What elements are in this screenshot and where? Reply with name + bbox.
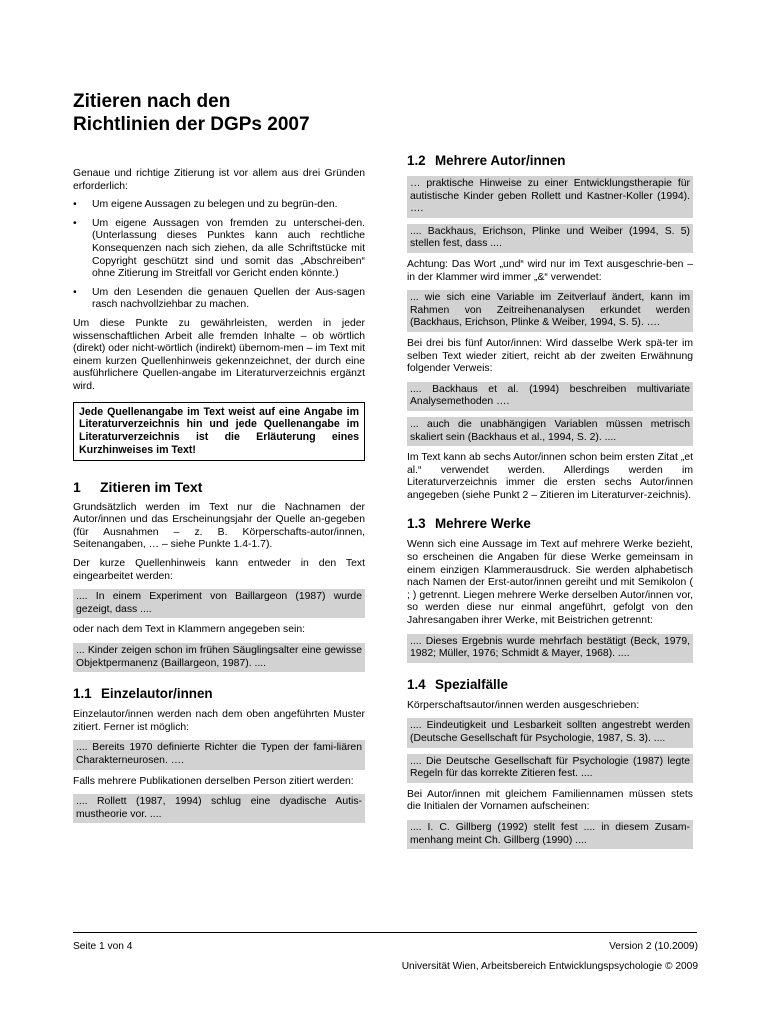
- title-line-2: Richtlinien der DGPs 2007: [73, 114, 310, 135]
- title-line-1: Zitieren nach den: [73, 91, 231, 112]
- section-1-4-heading: [407, 677, 693, 693]
- list-item: • Um eigene Aussagen von fremden zu unterschei-den. (Unterlassung dieses Punktes kann auch rechtliche Konsequenzen nach sich ziehen, da alle Schriftstücke mit Copyright geschützt sind und somit das „Abschreiben“ ohne Zitierung im Streitfall vor Gericht enden könnte.): [73, 218, 365, 281]
- section-1-1-heading: [73, 686, 365, 702]
- list-item: • Um eigene Aussagen zu belegen und zu begrün-den.: [73, 199, 365, 212]
- example-box: ... Kinder zeigen schon im frühen Säuglingsalter eine gewisse Objektpermanenz (Baillargeon, 1987). ....: [73, 643, 365, 672]
- paragraph: Wenn sich eine Aussage im Text auf mehrere Werke bezieht, so erscheinen die Angaben für diese Werke gemeinsam in einem einzigen Klammerausdruck. Sie werden alphabetisch nach Namen der Erst-autor/innen gereiht und mit Semikolon ( ; ) getrennt. Liegen mehrere Werke derselben Autor/innen vor, so werden diese nur einmal angeführt, gefolgt von den Jahresangaben ihrer Werke, mit Beistrichen getrennt:: [407, 539, 693, 627]
- left-column: [73, 168, 365, 829]
- reasons-list: [73, 199, 365, 312]
- paragraph: Im Text kann ab sechs Autor/innen schon beim ersten Zitat „et al.“ verwendet werden. Allerdings werden im Literaturverzeichnis immer die ersten sechs Autor/innen angegeben (siehe Punkt 2 – Zitieren im Literaturver-zeichnis).: [407, 452, 693, 501]
- paragraph: Achtung: Das Wort „und“ wird nur im Text ausgeschrie-ben – in der Klammer wird immer „&“ verwendet:: [407, 258, 693, 283]
- version-label: Version 2 (10.2009): [609, 941, 698, 952]
- section-title: Spezialfälle: [435, 676, 508, 692]
- paragraph: Einzelautor/innen werden nach dem oben angeführten Muster zitiert. Ferner ist möglich:: [73, 709, 365, 733]
- intro-paragraph: Genaue und richtige Zitierung ist vor allem aus drei Gründen erforderlich:: [73, 168, 365, 192]
- section-number: 1.4: [407, 676, 426, 692]
- paragraph: oder nach dem Text in Klammern angegeben sein:: [73, 624, 306, 636]
- example-box: .... Die Deutsche Gesellschaft für Psychologie (1987) legte Regeln für das korrekte Zitieren fest. ....: [407, 754, 693, 783]
- intro-paragraph-2: Um diese Punkte zu gewährleisten, werden in jeder wissenschaftlichen Arbeit alle fremden Inhalte – ob wörtlich (direkt) oder nicht-wörtlich (indirekt) übernom-men – im Text mit einem kurzen Quellenhinweis gekennzeichnet, der durch eine ausführlichere Quellen-angabe im Literaturverzeichnis ergänzt wird.: [73, 317, 365, 392]
- section-number: 1.2: [407, 153, 426, 168]
- section-number: 1.1: [73, 686, 92, 702]
- section-number: 1: [73, 478, 81, 495]
- section-title: Mehrere Werke: [435, 516, 531, 532]
- example-box: … praktische Hinweise zu einer Entwicklungstherapie für autistische Kinder geben Rollett und Kastner-Koller (1994). ….: [407, 176, 693, 218]
- example-box: .... Bereits 1970 definierte Richter die Typen der fami-liären Charakterneurosen. ….: [73, 740, 365, 769]
- list-item: • Um den Lesenden die genauen Quellen der Aus-sagen rasch nachvollziehbar zu machen.: [73, 287, 365, 312]
- example-box: .... In einem Experiment von Baillargeon (1987) wurde gezeigt, dass ....: [73, 589, 365, 618]
- example-box: .... I. C. Gillberg (1992) stellt fest .... in diesem Zusam-menhang meint Ch. Gillberg (1990) ....: [407, 820, 693, 849]
- right-column: [407, 153, 693, 855]
- document-title: [73, 90, 393, 136]
- section-title: Mehrere Autor/innen: [435, 153, 566, 168]
- example-box: .... Dieses Ergebnis wurde mehrfach bestätigt (Beck, 1979, 1982; Müller, 1976; Schmidt & Mayer, 1968). ....: [407, 634, 693, 663]
- section-title: Zitieren im Text: [100, 478, 203, 495]
- paragraph: Grundsätzlich werden im Text nur die Nachnamen der Autor/innen und das Erscheinungsjahr der Quelle an-gegeben (für Ausnahmen – z. B. Körperschafts-autor/innen, Seitenangaben, … – siehe Punkte 1.4-1.7).: [73, 501, 365, 551]
- section-1-3-heading: [407, 516, 693, 532]
- institution-label: Universität Wien, Arbeitsbereich Entwicklungspsychologie © 2009: [401, 961, 698, 972]
- paragraph: Der kurze Quellenhinweis kann entweder in den Text eingearbeitet werden:: [73, 558, 365, 582]
- example-box: .... Backhaus et al. (1994) beschreiben multivariate Analysemethoden ….: [407, 382, 693, 411]
- example-box: .... Rollett (1987, 1994) schlug eine dyadische Autis-mustheorie vor. ....: [73, 794, 365, 823]
- footer-divider: [73, 932, 697, 933]
- paragraph: Falls mehrere Publikationen derselben Person zitiert werden:: [73, 775, 354, 787]
- paragraph: Bei Autor/innen mit gleichem Familiennamen müssen stets die Initialen der Vornamen aufscheinen:: [407, 788, 693, 813]
- paragraph: Körperschaftsautor/innen werden ausgeschrieben:: [407, 699, 640, 711]
- section-title: Einzelautor/innen: [101, 686, 213, 702]
- rule-box: Jede Quellenangabe im Text weist auf eine Angabe im Literaturverzeichnis hin und jede Quellenangabe im Literaturverzeichnis ist die Erläuterung eines Kurzhinweises im Text!: [73, 402, 365, 461]
- page-number: Seite 1 von 4: [73, 941, 133, 952]
- example-box: ... auch die unabhängigen Variablen müssen metrisch skaliert sein (Backhaus et al., 1994, S. 2). ....: [407, 417, 693, 446]
- example-box: .... Eindeutigkeit und Lesbarkeit sollten angestrebt werden (Deutsche Gesellschaft für Psychologie, 1987, S. 3). ....: [407, 718, 693, 747]
- example-box: .... Backhaus, Erichson, Plinke und Weiber (1994, S. 5) stellen fest, dass ....: [407, 224, 693, 253]
- section-1-heading: [73, 479, 365, 495]
- section-number: 1.3: [407, 516, 426, 532]
- example-box: ... wie sich eine Variable im Zeitverlauf ändert, kann im Rahmen von Zeitreihenanalysen erkundet werden (Backhaus, Erichson, Plinke & Weiber, 1994, S. 5). ….: [407, 290, 693, 332]
- paragraph: Bei drei bis fünf Autor/innen: Wird dasselbe Werk spä-ter im selben Text wieder zitiert, reicht ab der zweiten Erwähnung folgender Verweis:: [407, 337, 693, 375]
- section-1-2-heading: [407, 153, 693, 169]
